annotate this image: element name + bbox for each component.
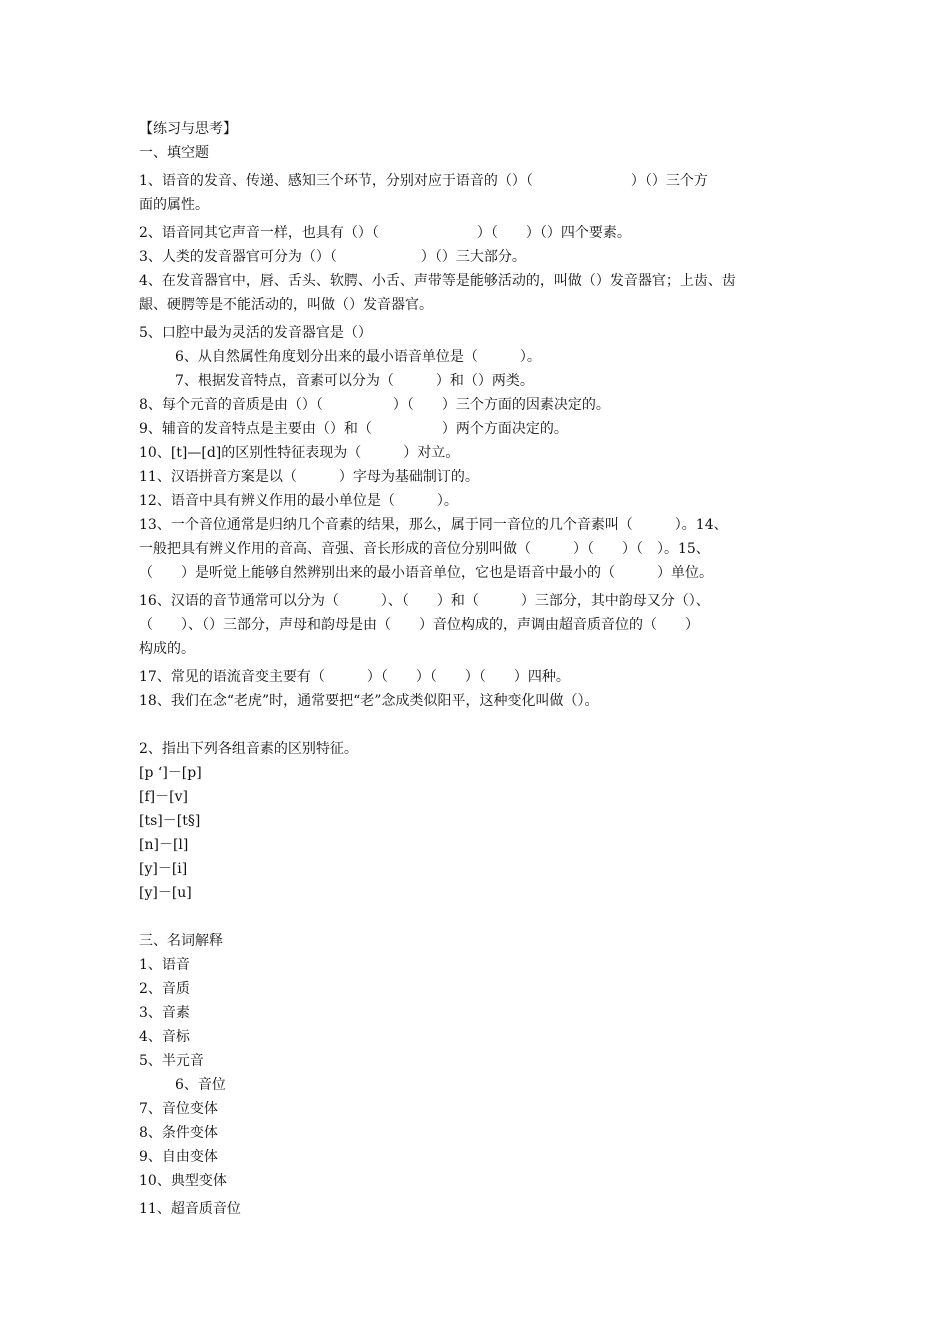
question-4-line-2: 龈、硬腭等是不能活动的，叫做（）发音器官。 [139, 297, 433, 313]
question-5: 5、口腔中最为灵活的发音器官是（） [139, 325, 372, 341]
question-13-line-2: 一般把具有辨义作用的音高、音强、音长形成的音位分别叫做（ ）（ ）（ ）。15、 [139, 541, 710, 557]
question-11: 11、汉语拼音方案是以（ ）字母为基础制订的。 [139, 469, 479, 485]
section-heading-fill-blank: 一、填空题 [139, 145, 209, 161]
section-title: 【练习与思考】 [139, 121, 237, 137]
question-16-line-2: （ ）、（）三部分，声母和韵母是由（ ）音位构成的，声调由超音质音位的（ ） [139, 617, 699, 633]
question-12: 12、语音中具有辨义作用的最小单位是（ ）。 [139, 493, 458, 509]
question-13-line-1: 13、一个音位通常是归纳几个音素的结果，那么，属于同一音位的几个音素叫（ ）。14、 [139, 517, 728, 533]
term-item: 10、典型变体 [139, 1173, 227, 1189]
phoneme-pair: [y]－[i] [139, 861, 188, 877]
term-item: 9、自由变体 [139, 1149, 218, 1165]
question-16-line-3: 构成的。 [139, 641, 195, 657]
term-item: 2、音质 [139, 981, 190, 997]
question-1-line-2: 面的属性。 [139, 197, 209, 213]
question-13-line-3: （ ）是听觉上能够自然辨别出来的最小语音单位，它也是语音中最小的（ ）单位。 [139, 565, 713, 581]
term-item: 11、超音质音位 [139, 1201, 241, 1217]
question-9: 9、辅音的发音特点是主要由（）和（ ）两个方面决定的。 [139, 421, 568, 437]
phoneme-pair: [ts]－[t§] [139, 813, 201, 829]
phoneme-pair: [y]－[u] [139, 885, 192, 901]
question-3: 3、人类的发音器官可分为（）（ ）（）三大部分。 [139, 249, 526, 265]
question-10: 10、[t]—[d]的区别性特征表现为（ ）对立。 [139, 445, 460, 461]
question-8: 8、每个元音的音质是由（）（ ）（ ）三个方面的因素决定的。 [139, 397, 610, 413]
term-item: 5、半元音 [139, 1053, 204, 1069]
question-6: 6、从自然属性角度划分出来的最小语音单位是（ ）。 [175, 349, 541, 365]
term-item: 7、音位变体 [139, 1101, 218, 1117]
term-item: 6、音位 [175, 1077, 226, 1093]
question-17: 17、常见的语流音变主要有（ ）（ ）（ ）（ ）四种。 [139, 669, 570, 685]
question-2: 2、语音同其它声音一样，也具有（）（ ）（ ）（）四个要素。 [139, 225, 631, 241]
term-item: 3、音素 [139, 1005, 190, 1021]
term-item: 8、条件变体 [139, 1125, 218, 1141]
term-item: 4、音标 [139, 1029, 190, 1045]
phoneme-pair: [p ‘]－[p] [139, 765, 202, 781]
question-4-line-1: 4、在发音器官中，唇、舌头、软腭、小舌、声带等是能够活动的，叫做（）发音器官；上齿、齿 [139, 273, 736, 289]
term-item: 1、语音 [139, 957, 190, 973]
question-16-line-1: 16、汉语的音节通常可以分为（ ）、（ ）和（ ）三部分，其中韵母又分（）、 [139, 593, 710, 609]
document-page [139, 117, 829, 1221]
question-18: 18、我们在念“老虎”时，通常要把“老”念成类似阳平，这种变化叫做（）。 [139, 693, 599, 709]
section-heading-phoneme-features: 2、指出下列各组音素的区别特征。 [139, 741, 358, 757]
question-1-line-1: 1、语音的发音、传递、感知三个环节，分别对应于语音的（）（ ）（）三个方 [139, 173, 708, 189]
section-heading-term-definitions: 三、名词解释 [139, 933, 223, 949]
phoneme-pair: [f]－[v] [139, 789, 188, 805]
phoneme-pair: [n]－[l] [139, 837, 189, 853]
question-7: 7、根据发音特点，音素可以分为（ ）和（）两类。 [175, 373, 534, 389]
